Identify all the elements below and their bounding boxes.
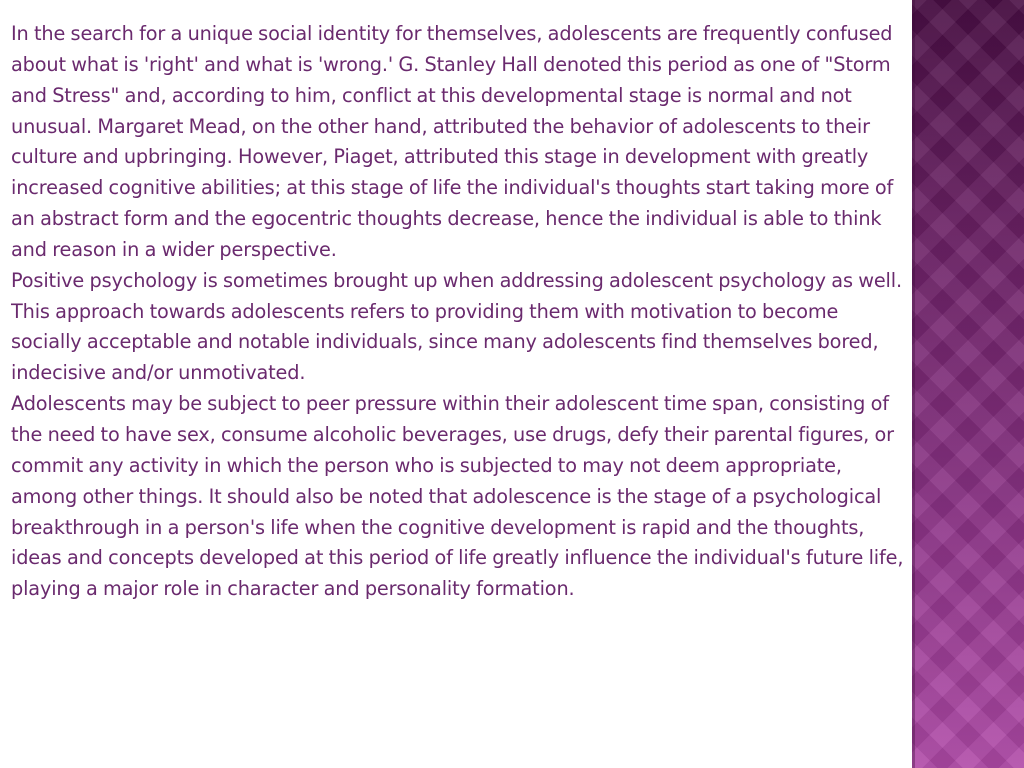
paragraph-peer-pressure: Adolescents may be subject to peer pressure within their adolescent time span, consisting of the need to have sex, consume alcoholic beverages, use drugs, defy their parental figures, or commit any activity in which the person who is subjected to may not deem appropriate, among other things. It should also be noted that adolescence is the stage of a psychological breakthrough in a person's life when the cognitive development is rapid and the thoughts, ideas and concepts developed at this period of life greatly influence the individual's future life, playing a major role in character and personality formation. <box>11 392 904 601</box>
paragraph-identity: In the search for a unique social identity for themselves, adolescents are frequently confused about what is 'right' and what is 'wrong.' G. Stanley Hall denoted this period as one of "Storm and Stress" and, according to him, conflict at this developmental stage is normal and not unusual. Margaret Mead, on the other hand, attributed the behavior of adolescents to their culture and upbringing. However, Piaget, attributed this stage in development with greatly increased cognitive abilities; at this stage of life the individual's thoughts start taking more of an abstract form and the egocentric thoughts decrease, hence the individual is able to think and reason in a wider perspective. <box>11 22 894 261</box>
decorative-side-panel <box>912 0 1024 768</box>
paragraph-positive-psychology: Positive psychology is sometimes brought up when addressing adolescent psychology as well. This approach towards adolescents refers to providing them with motivation to become socially acceptable and notable individuals, since many adolescents find themselves bored, indecisive and/or unmotivated. <box>11 268 902 385</box>
side-panel-edge <box>912 0 915 768</box>
slide-body-text <box>11 19 907 759</box>
